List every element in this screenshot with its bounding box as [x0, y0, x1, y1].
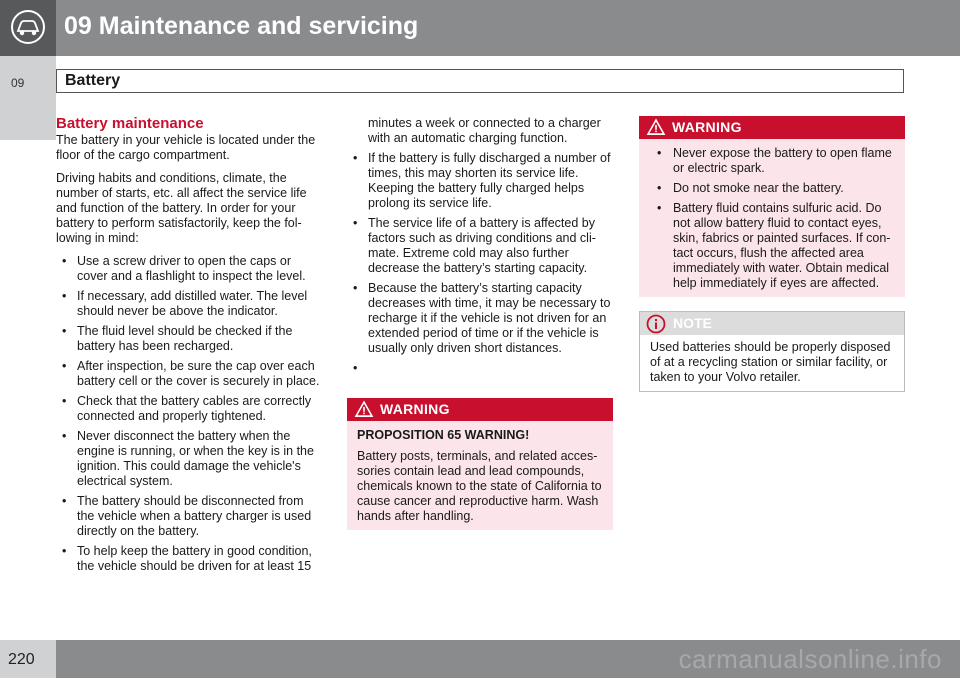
warning-body — [347, 421, 613, 530]
warning-body — [639, 139, 905, 297]
warning-title: WARNING — [672, 119, 742, 135]
note-header — [640, 312, 904, 335]
warning-header — [347, 398, 613, 421]
list-item: • The battery should be disconnected from the vehicle when a battery charger is used directly on the battery. — [56, 494, 322, 539]
list-item: • To help keep the battery in good condition, the vehicle should be driven for at least 15 — [56, 544, 322, 574]
page-number: 220 — [8, 651, 35, 668]
list-item: • The fluid level should be checked if the battery has been recharged. — [56, 324, 322, 354]
maintenance-list-continued — [347, 151, 613, 376]
list-item: • Check that the battery cables are correctly connected and properly tightened. — [56, 394, 322, 424]
safety-warning-box — [639, 116, 905, 297]
section-bar — [56, 69, 904, 93]
maintenance-list — [56, 254, 322, 574]
intro-paragraph: The battery in your vehicle is located under the floor of the cargo compartment. — [56, 133, 316, 162]
warning-subtitle: PROPOSITION 65 WARNING! — [357, 428, 530, 442]
chapter-tab-number: 09 — [11, 76, 25, 90]
list-item: • Battery fluid contains sulfuric acid. Do not allow battery fluid to contact eyes, skin, fabrics or painted surfaces. If con-tact occurs, flush the affected area immediately with water. Obtain medical help immediately if eyes are affected. — [649, 201, 895, 291]
car-service-logo — [0, 0, 56, 56]
list-item: • Because the battery’s starting capacity decreases with time, it may be necessary to recharge it if the vehicle is not driven for an extended period of time or if the vehicle is usually only driven short distances. — [347, 281, 613, 356]
column-2 — [347, 116, 613, 530]
page-footer — [0, 640, 960, 678]
warning-list — [649, 146, 895, 291]
list-item: • Use a screw driver to open the caps or cover and a flashlight to inspect the level. — [56, 254, 322, 284]
note-body: Used batteries should be properly disposed of at a recycling station or similar facility, or taken to your Volvo retailer. — [650, 340, 891, 384]
car-icon — [10, 8, 46, 46]
column-3 — [639, 116, 905, 392]
list-item: • If the battery is fully discharged a number of times, this may shorten its service life. Keeping the battery fully charged helps prolong its service life. — [347, 151, 613, 211]
warning-text: Battery posts, terminals, and related acces-sories contain lead and lead compounds, chemicals known to the state of California to cause cancer and reproductive harm. Wash hands after handling. — [357, 449, 602, 523]
list-item-continuation: minutes a week or connected to a charger with an automatic charging function. — [368, 116, 601, 145]
chapter-header — [0, 0, 960, 56]
habits-paragraph: Driving habits and conditions, climate, the number of starts, etc. all affect the service life and function of the battery. In order for your battery to perform satisfactorily, keep the fol-lowing in mind: — [56, 171, 307, 245]
warning-title: WARNING — [380, 401, 450, 417]
info-icon — [646, 314, 666, 334]
warning-header — [639, 116, 905, 139]
list-item: • After inspection, be sure the cap over each battery cell or the cover is securely in place. — [56, 359, 322, 389]
list-item: • Do not smoke near the battery. — [649, 181, 895, 196]
list-item: • If necessary, add distilled water. The level should never be above the indicator. — [56, 289, 322, 319]
prop65-warning-box — [347, 398, 613, 530]
list-item: • Never expose the battery to open flame or electric spark. — [649, 146, 895, 176]
chapter-tab — [0, 56, 56, 140]
list-item: • The service life of a battery is affected by factors such as driving conditions and cli-mate. Extreme cold may also further decrease the battery’s starting capacity. — [347, 216, 613, 276]
section-title: Battery — [65, 72, 121, 89]
note-title: NOTE — [673, 315, 712, 331]
page-number-tab — [0, 640, 56, 678]
watermark: carmanualsonline.info — [678, 644, 942, 674]
section-heading: Battery maintenance — [56, 115, 204, 132]
list-item: • Never disconnect the battery when the engine is running, or when the key is in the ignition. This could damage the vehicle's electrical system. — [56, 429, 322, 489]
note-box — [639, 311, 905, 392]
warning-triangle-icon — [646, 118, 666, 136]
warning-triangle-icon — [354, 400, 374, 418]
list-item — [347, 361, 613, 376]
chapter-title: 09 Maintenance and servicing — [64, 12, 419, 40]
column-1 — [56, 116, 322, 579]
